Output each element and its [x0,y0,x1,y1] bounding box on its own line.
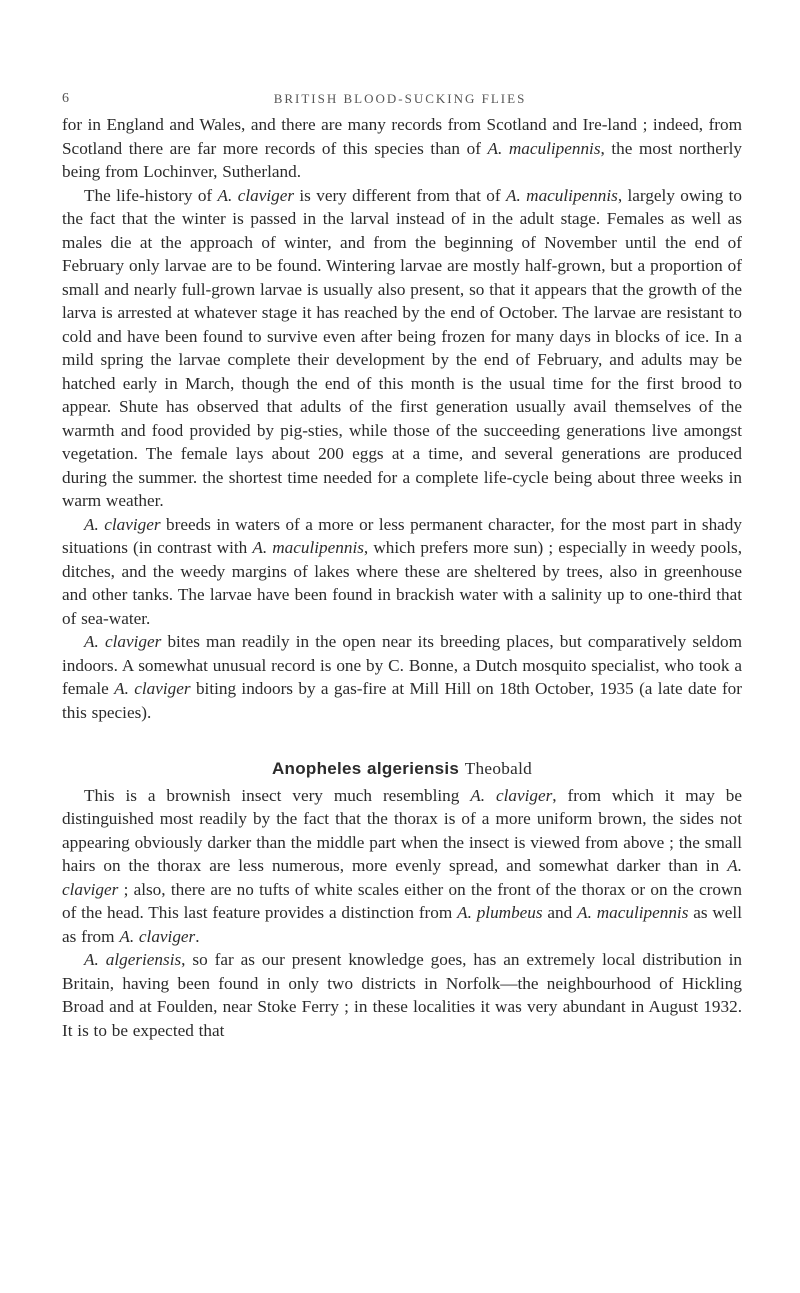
text-run: , which prefers more sun) ; especially in weedy pools, ditches, and the weedy margins of lakes where these are sheltered by trees, also in greenhouse and other tanks. The larvae have been found in brackish water with a salinity up to one-third that of sea-water. [62,538,743,628]
paragraph [62,513,742,631]
species-name: A. claviger [114,679,191,698]
paragraph [62,184,742,513]
species-name: A. claviger [62,856,742,899]
paragraph [62,630,742,724]
section-heading [62,757,742,781]
paragraph [62,113,742,184]
text-run: , from which it may be distinguished most readily by the fact that the thorax is of a more uniform brown, the sides not appearing obviously darker than the middle part when the insect is viewed from above ; the small hairs on the thorax are less numerous, more evenly spread, and somewhat darker than in [62,785,743,875]
species-name: A. plumbeus [457,903,543,922]
text-run: breeds in waters of a more or less permanent character, for the most part in shady situations (in contrast with [62,514,742,557]
species-name: A. claviger [119,926,196,946]
text-run: . [195,926,200,946]
species-name: A. claviger [84,632,162,651]
species-name: A. maculipennis [252,538,364,557]
species-name: A. claviger [217,185,295,205]
paragraph-group-algeriensis [62,784,742,1043]
text-run: bites man readily in the open near its breeding places, but comparatively seldom indoors. A somewhat unusual record is one by C. Bonne, a Dutch mosquito specialist, who took a female [62,632,743,698]
species-name: A. maculipennis [506,185,618,205]
species-name: A. maculipennis [577,903,689,922]
species-name: A. claviger [84,514,161,534]
text-run: , the most northerly being from Lochinver, Sutherland. [62,138,742,181]
section-species-name: Anopheles algeriensis [271,759,460,778]
paragraph [62,784,742,949]
text-run: as well as from [62,903,742,946]
species-name: A. maculipennis [487,138,601,158]
paragraph-group-claviger [62,113,742,724]
text-run: ; also, there are no tufts of white scales either on the front of the thorax or on the crown of the head. This last feature provides a distinction from [62,879,742,922]
page-number: 6 [62,91,70,106]
text-run: is very different from that of [294,185,506,205]
text-run: biting indoors by a gas-fire at Mill Hill on 18th October, 1935 (a late date for this species). [62,679,742,722]
text-run: , so far as our present knowledge goes, has an extremely local distribution in Britain, having been found in only two districts in Norfolk—the neighbourhood of Hickling Broad and at Foulden, near Stoke Ferry ; in these localities it was very abundant in August 1932. It is to be expected that [62,950,742,1040]
text-run: for in England and Wales, and there are many records from Scotland and Ire-land ; indeed, from Scotland there are far more records of this species than of [62,115,742,158]
body-text [62,113,742,1042]
species-name: A. claviger [470,785,553,805]
paragraph [62,948,742,1042]
section-author: Theobald [464,759,533,778]
text-run: and [542,903,578,922]
text-run: This is a brownish insect very much resembling [84,785,471,805]
text-run: The life-history of [84,185,218,205]
species-name: A. algeriensis [84,950,182,969]
text-run: , largely owing to the fact that the winter is passed in the larval instead of in the adult stage. Females as well as males die at the approach of winter, and from the beginning of November until the end of February only larvae are to be found. Wintering larvae are mostly half-grown, but a proportion of small and nearly full-grown larvae is usually also present, so that it appears that the growth of the larva is arrested at whatever stage it has reached by the end of October. The larvae are resistant to cold and have been found to survive even after being frozen for many days in blocks of ice. In a mild spring the larvae complete their development by the end of February, and adults may be hatched early in March, though the end of this month is the usual time for the first brood to appear. Shute has observed that adults of the first generation usually avail themselves of the warmth and food provided by pig-sties, while those of the succeeding generations live amongst vegetation. The female lays about 200 eggs at a time, and several generations are produced during the summer. the shortest time needed for a complete life-cycle being about three weeks in warm weather. [62,185,742,510]
running-head: BRITISH BLOOD-SUCKING FLIES [273,91,527,106]
